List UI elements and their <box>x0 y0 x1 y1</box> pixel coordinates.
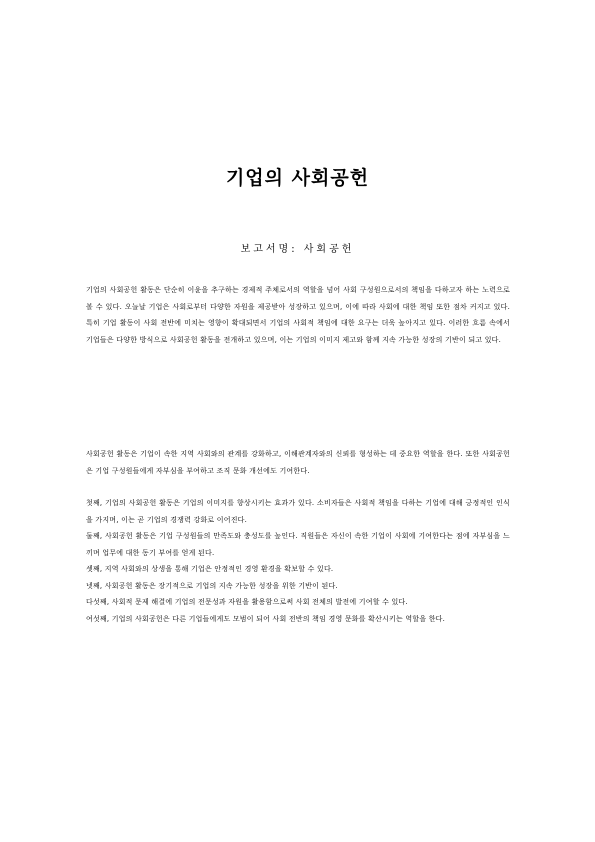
list-item: 둘째, 사회공헌 활동은 기업 구성원들의 만족도와 충성도를 높인다. 직원들은 자신이 속한 기업이 사회에 기여한다는 점에 자부심을 느끼며 업무에 대한 동기 부여를 얻게 된다. <box>86 532 510 557</box>
list-item: 여섯째, 기업의 사회공헌은 다른 기업들에게도 모범이 되어 사회 전반의 책임 경영 문화를 확산시키는 역할을 한다. <box>86 614 446 623</box>
list-item: 다섯째, 사회적 문제 해결에 기업의 전문성과 자원을 활용함으로써 사회 전체의 발전에 기여할 수 있다. <box>86 598 408 606</box>
paragraph-text: 사회공헌 활동은 기업이 속한 지역 사회와의 관계를 강화하고, 이해관계자와의 신뢰를 형성하는 데 중요한 역할을 한다. 또한 사회공헌은 기업 구성원들에게 자부심을 부여하고 조직 문화 개선에도 기여한다. <box>86 450 510 475</box>
body-paragraph-2 <box>86 446 510 479</box>
document-subtitle: 보고서명: 사회공헌 <box>240 244 355 255</box>
list-item: 넷째, 사회공헌 활동은 장기적으로 기업의 지속 가능한 성장을 위한 기반이 된다. <box>86 581 338 590</box>
list-item: 첫째, 기업의 사회공헌 활동은 기업의 이미지를 향상시키는 효과가 있다. 소비자들은 사회적 책임을 다하는 기업에 대해 긍정적인 인식을 가지며, 이는 곧 기업의 경쟁력 강화로 이어진다. <box>86 499 510 524</box>
item-list <box>86 495 510 627</box>
paragraph-text: 기업의 사회공헌 활동은 단순히 이윤을 추구하는 경제적 주체로서의 역할을 넘어 사회 구성원으로서의 책임을 다하고자 하는 노력으로 볼 수 있다. 오늘날 기업은 사회로부터 다양한 자원을 제공받아 성장하고 있으며, 이에 따라 사회에 대한 책임 또한 점차 커지고 있다. 특히 기업 활동이 사회 전반에 미치는 영향이 확대되면서 기업의 사회적 책임에 대한 요구는 더욱 높아지고 있다. 이러한 흐름 속에서 기업들은 다양한 방식으로 사회공헌 활동을 전개하고 있으며, 이는 기업의 이미지 제고와 함께 지속 가능한 성장의 기반이 되고 있다. <box>86 286 510 344</box>
list-item: 셋째, 지역 사회와의 상생을 통해 기업은 안정적인 경영 환경을 확보할 수 있다. <box>86 565 334 573</box>
body-paragraph-1 <box>86 282 510 348</box>
document-title: 기업의 사회공헌 <box>225 167 370 189</box>
